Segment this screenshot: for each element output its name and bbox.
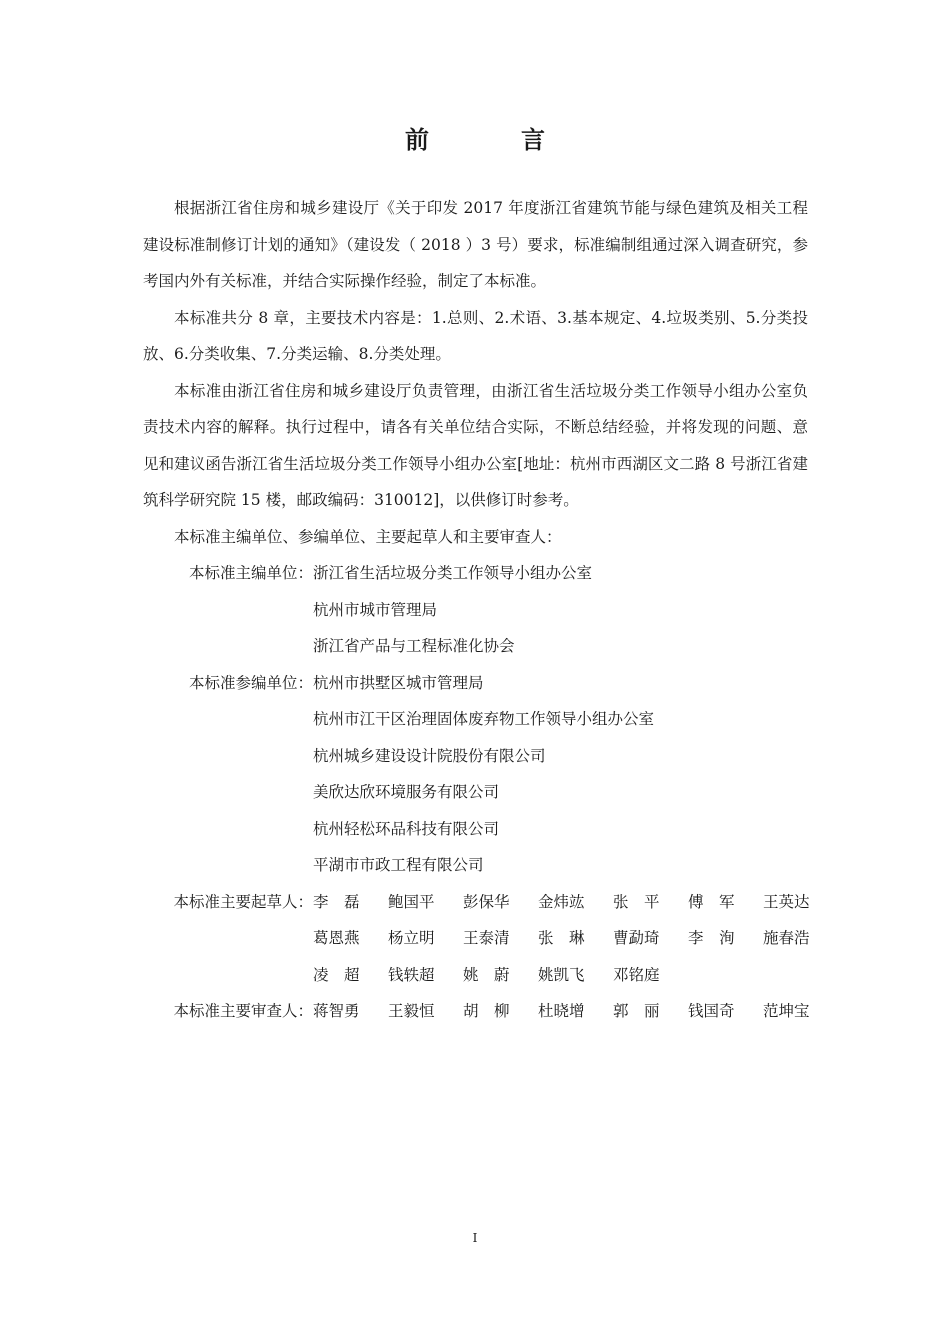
drafter-name: 杨立明 <box>388 929 435 947</box>
drafter-name: 施春浩 <box>763 929 810 947</box>
paragraph-contributors-intro: 本标准主编单位、参编单位、主要起草人和主要审查人： <box>174 527 562 546</box>
reviewer-name: 范坤宝 <box>763 1002 810 1020</box>
drafter-name: 金炜竑 <box>538 892 585 911</box>
page-number: I <box>472 1231 478 1245</box>
participating-units-row <box>143 701 808 738</box>
drafter-name: 王泰清 <box>463 929 510 947</box>
drafter-name: 张 琳 <box>538 929 585 947</box>
reviewers-label: 本标准主要审查人： <box>173 1002 313 1020</box>
reviewer-name: 蒋智勇 <box>313 1002 360 1020</box>
reviewer-name: 王毅恒 <box>388 1002 435 1020</box>
participating-unit-item: 平湖市市政工程有限公司 <box>313 856 484 874</box>
drafter-name: 姚凯飞 <box>538 965 585 984</box>
participating-units-row <box>143 774 808 811</box>
reviewer-names <box>313 993 830 1030</box>
page-title: 前 言 <box>405 125 579 154</box>
reviewer-name: 郭 丽 <box>613 1002 660 1020</box>
drafter-names <box>313 920 830 957</box>
drafter-name: 李 洵 <box>688 929 735 947</box>
drafter-name: 钱轶超 <box>388 965 435 984</box>
reviewer-name: 胡 柳 <box>463 1002 510 1020</box>
participating-units-row <box>143 665 808 702</box>
participating-unit-item: 杭州市江干区治理固体废弃物工作领导小组办公室 <box>313 710 655 728</box>
chief-unit-item: 杭州市城市管理局 <box>313 600 438 619</box>
drafter-name: 葛恩燕 <box>313 929 360 947</box>
drafter-name: 姚 蔚 <box>463 965 510 984</box>
participating-units-label: 本标准参编单位： <box>188 673 313 692</box>
drafter-name: 彭保华 <box>463 892 510 911</box>
drafter-names <box>313 957 808 994</box>
drafter-name: 凌 超 <box>313 965 360 984</box>
paragraph-management: 本标准由浙江省住房和城乡建设厅负责管理，由浙江省生活垃圾分类工作领导小组办公室负责技术内容的解释。执行过程中，请各有关单位结合实际，不断总结经验，并将发现的问题、意见和建议函告浙江省生活垃圾分类工作领导小组办公室[地址：杭州市西湖区文二路 8 号浙江省建筑科学研究院 15 楼，邮政编码：310012]，以供修订时参考。 <box>143 381 808 509</box>
drafters-label: 本标准主要起草人： <box>173 892 313 911</box>
participating-units-row <box>143 847 808 884</box>
drafter-names <box>313 884 830 921</box>
drafters-row <box>143 920 808 957</box>
participating-unit-item: 杭州轻松环品科技有限公司 <box>313 819 500 838</box>
participating-units-row <box>143 738 808 775</box>
drafter-name: 鲍国平 <box>388 892 435 911</box>
paragraph-contents: 本标准共分 8 章，主要技术内容是：1.总则、2.术语、3.基本规定、4.垃圾类别、5.分类投放、6.分类收集、7.分类运输、8.分类处理。 <box>143 308 808 363</box>
drafter-name: 曹勐琦 <box>613 929 660 947</box>
participating-unit-item: 美欣达欣环境服务有限公司 <box>313 783 500 801</box>
reviewers-row <box>143 993 808 1030</box>
drafter-name: 王英达 <box>763 892 810 911</box>
drafters-row <box>143 884 808 921</box>
reviewer-name: 钱国奇 <box>688 1002 735 1020</box>
reviewer-name: 杜晓增 <box>538 1002 585 1020</box>
participating-units-row <box>143 811 808 848</box>
drafter-name: 李 磊 <box>313 892 360 911</box>
chief-unit-item: 浙江省产品与工程标准化协会 <box>313 637 515 655</box>
drafter-name: 傅 军 <box>688 892 735 911</box>
drafter-name: 邓铭庭 <box>613 965 660 984</box>
chief-units-row <box>143 592 808 629</box>
drafters-row <box>143 957 808 994</box>
participating-unit-item: 杭州市拱墅区城市管理局 <box>313 673 484 692</box>
chief-units-row <box>143 628 808 665</box>
preface-body <box>143 190 808 1030</box>
drafter-name: 张 平 <box>613 892 660 911</box>
chief-units-label: 本标准主编单位： <box>188 564 313 582</box>
paragraph-background: 根据浙江省住房和城乡建设厅《关于印发 2017 年度浙江省建筑节能与绿色建筑及相关工程建设标准制修订计划的通知》（建设发（ 2018 ）3 号）要求，标准编制组通过深入调查研究，参考国内外有关标准，并结合实际操作经验，制定了本标准。 <box>143 199 808 290</box>
chief-units-row <box>143 555 808 592</box>
chief-unit-item: 浙江省生活垃圾分类工作领导小组办公室 <box>313 564 593 582</box>
participating-unit-item: 杭州城乡建设设计院股份有限公司 <box>313 746 546 765</box>
